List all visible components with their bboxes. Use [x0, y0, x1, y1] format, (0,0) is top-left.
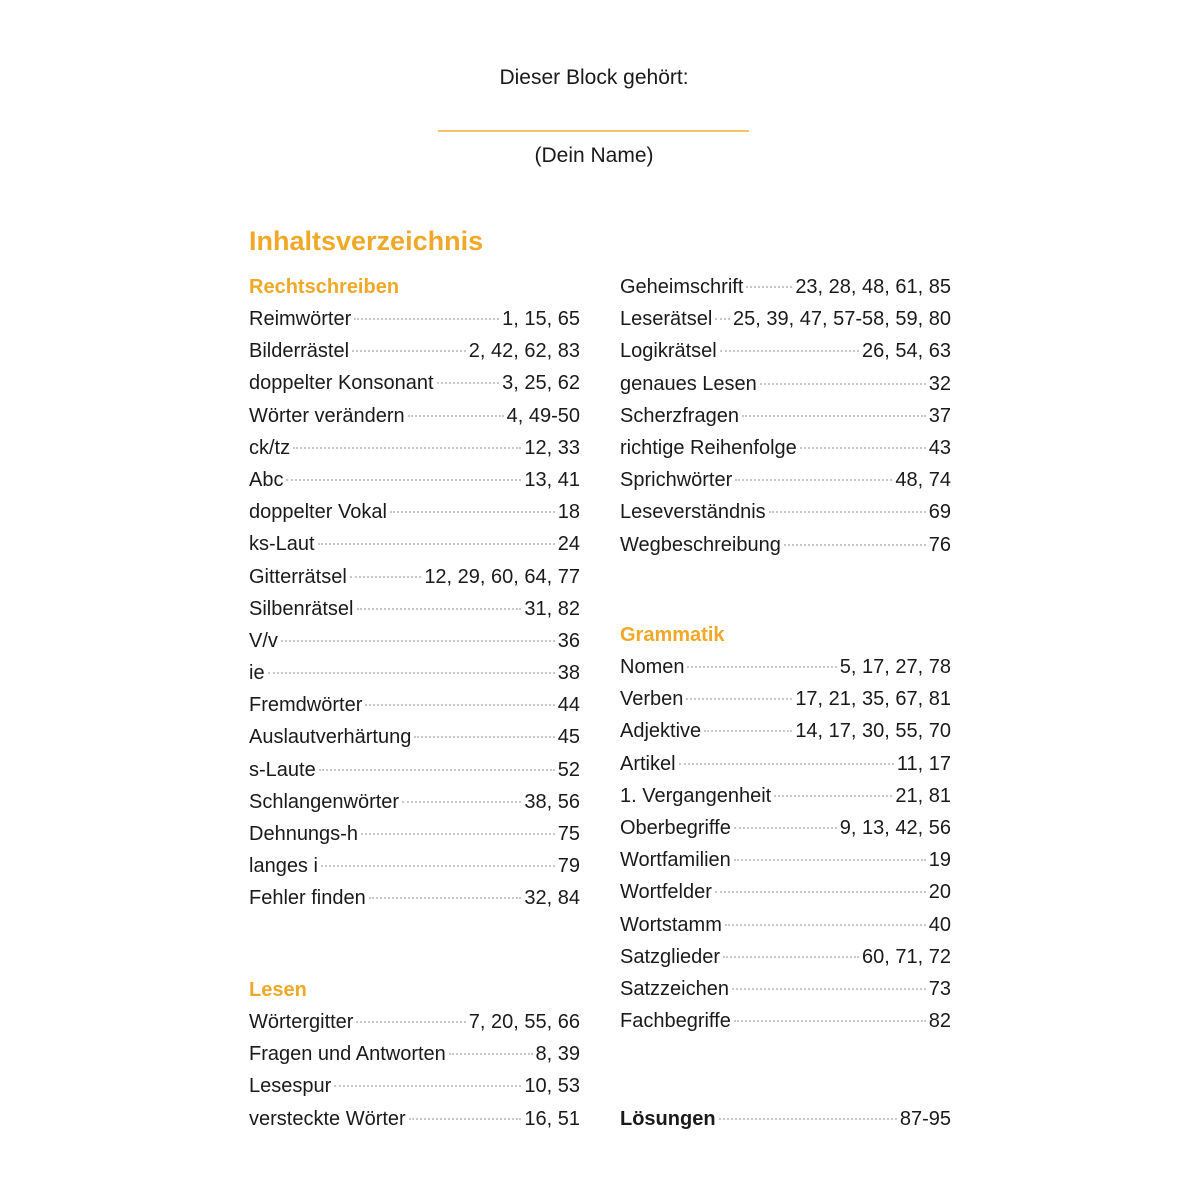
- dot-leader: [704, 730, 792, 732]
- toc-entry-pages: 20: [928, 881, 951, 904]
- toc-entry[interactable]: [620, 1005, 951, 1037]
- toc-entry[interactable]: [620, 529, 951, 561]
- dot-leader: [361, 833, 555, 835]
- toc-entry[interactable]: [249, 625, 580, 657]
- toc-entry-label: doppelter Vokal: [249, 501, 387, 524]
- toc-entry-label: Silbenrätsel: [249, 597, 354, 620]
- toc-entry-label: Wegbeschreibung: [620, 533, 781, 556]
- toc-entry[interactable]: [620, 715, 951, 747]
- dot-leader: [408, 415, 504, 417]
- toc-entry[interactable]: [620, 973, 951, 1005]
- dot-leader: [784, 544, 926, 546]
- toc-entry-pages: 44: [557, 694, 580, 717]
- toc-entry[interactable]: [620, 780, 951, 812]
- toc-entry-label: Gitterrätsel: [249, 565, 347, 588]
- toc-entry-pages: 12, 29, 60, 64, 77: [424, 565, 580, 588]
- toc-list-rechtschreiben: [249, 303, 580, 915]
- toc-entry-pages: 19: [928, 849, 951, 872]
- owner-label: Dieser Block gehört:: [499, 66, 689, 89]
- dot-leader: [760, 383, 926, 385]
- toc-entry-pages: 52: [557, 758, 580, 781]
- dot-leader: [286, 479, 521, 481]
- toc-entry[interactable]: [249, 593, 580, 625]
- toc-entry-label: Wortfamilien: [620, 849, 731, 872]
- toc-entry-label: Fehler finden: [249, 887, 366, 910]
- toc-entry-label: Lesespur: [249, 1075, 332, 1098]
- section-heading-lesen: Lesen: [249, 979, 307, 1001]
- toc-entry-pages: 24: [557, 533, 580, 556]
- toc-title: Inhaltsverzeichnis: [249, 226, 484, 256]
- toc-entry[interactable]: [620, 432, 951, 464]
- dot-leader: [357, 608, 522, 610]
- dot-leader: [769, 511, 926, 513]
- section-grammatik: [620, 619, 951, 1037]
- toc-entry-label: Oberbegriffe: [620, 816, 731, 839]
- dot-leader: [734, 1020, 926, 1022]
- toc-entry[interactable]: [249, 464, 580, 496]
- toc-entry[interactable]: [249, 721, 580, 753]
- toc-entry-label: Dehnungs-h: [249, 823, 358, 845]
- toc-entry-label: Leseverständnis: [620, 501, 766, 524]
- toc-entry[interactable]: [249, 754, 580, 786]
- toc-entry[interactable]: [620, 651, 951, 683]
- dot-leader: [686, 698, 792, 700]
- dot-leader: [321, 865, 555, 867]
- dot-leader: [365, 704, 554, 706]
- toc-entry[interactable]: [620, 812, 951, 844]
- dot-leader: [742, 415, 926, 417]
- toc-entry-pages: 10, 53: [524, 1075, 580, 1098]
- toc-entry-label: Wörtergitter: [249, 1011, 354, 1033]
- toc-entry-pages: 38, 56: [524, 790, 580, 813]
- dot-leader: [356, 1021, 465, 1023]
- toc-entry-pages: 12, 33: [524, 436, 580, 459]
- toc-entry-pages: 16, 51: [524, 1107, 580, 1130]
- toc-entry[interactable]: [249, 1038, 580, 1070]
- toc-entry-pages: 82: [928, 1010, 951, 1033]
- dot-leader: [437, 382, 500, 384]
- dot-leader: [734, 859, 926, 861]
- toc-entry-label: Wörter verändern: [249, 404, 405, 427]
- toc-entry-label: richtige Reihenfolge: [620, 436, 797, 459]
- toc-entry[interactable]: [249, 496, 580, 528]
- dot-leader: [319, 769, 555, 771]
- dot-leader: [293, 447, 521, 449]
- dot-leader: [402, 801, 521, 803]
- dot-leader: [735, 479, 892, 481]
- toc-entry[interactable]: [249, 1070, 580, 1102]
- toc-entry-label: s-Laute: [249, 758, 316, 781]
- dot-leader: [318, 543, 555, 545]
- toc-entry-pages: 26, 54, 63: [862, 340, 951, 363]
- toc-entry-label: Verben: [620, 688, 684, 711]
- dot-leader: [449, 1053, 533, 1055]
- owner-name-hint: (Dein Name): [534, 144, 654, 167]
- toc-entry-pages: 4, 49-50: [506, 404, 580, 427]
- toc-entry[interactable]: [249, 1103, 580, 1135]
- toc-entry-label: Abc: [249, 468, 284, 491]
- toc-entry[interactable]: [249, 786, 580, 818]
- dot-leader: [390, 511, 555, 513]
- toc-entry-label: versteckte Wörter: [249, 1107, 406, 1130]
- toc-entry[interactable]: [249, 400, 580, 432]
- dot-leader: [715, 891, 926, 893]
- dot-leader: [687, 666, 836, 668]
- toc-entry-pages: 73: [928, 977, 951, 1000]
- section-lesen: [249, 974, 580, 1135]
- toc-entry[interactable]: [620, 496, 951, 528]
- dot-leader: [268, 672, 555, 674]
- dot-leader: [732, 988, 926, 990]
- dot-leader: [719, 1118, 897, 1120]
- toc-entry-pages: 60, 71, 72: [862, 945, 951, 968]
- toc-entry-pages: 79: [557, 855, 580, 878]
- toc-entry-pages: 38: [557, 662, 580, 685]
- toc-entry-pages: 45: [557, 726, 580, 749]
- toc-entry[interactable]: [249, 882, 580, 914]
- toc-list-lesen-continued: [620, 271, 951, 561]
- toc-entry[interactable]: [249, 657, 580, 689]
- toc-entry-label: Schlangenwörter: [249, 790, 400, 813]
- toc-entry-pages: 32: [928, 372, 951, 395]
- toc-entry[interactable]: [620, 335, 951, 367]
- toc-entry-label: Nomen: [620, 656, 685, 678]
- toc-entry-label: doppelter Konsonant: [249, 372, 434, 395]
- section-heading-rechtschreiben: Rechtschreiben: [249, 276, 400, 298]
- dot-leader: [746, 286, 792, 288]
- toc-list-lesen: [249, 1006, 580, 1135]
- toc-entry[interactable]: [620, 876, 951, 908]
- toc-entry[interactable]: [620, 464, 951, 496]
- toc-entry-label: Wortfelder: [620, 881, 712, 904]
- toc-entry[interactable]: [620, 909, 951, 941]
- toc-entry[interactable]: [620, 303, 951, 335]
- toc-entry[interactable]: [620, 941, 951, 973]
- dot-leader: [352, 350, 466, 352]
- section-rechtschreiben: [249, 271, 580, 915]
- toc-entry-label: langes i: [249, 855, 318, 878]
- toc-entry-pages: 17, 21, 35, 67, 81: [795, 688, 951, 711]
- toc-entry[interactable]: [249, 561, 580, 593]
- toc-entry-label: Bilderrästel: [249, 340, 350, 363]
- toc-entry-label: Artikel: [620, 752, 676, 775]
- dot-leader: [715, 318, 730, 320]
- toc-entry-pages: 9, 13, 42, 56: [839, 816, 951, 839]
- dot-leader: [409, 1118, 522, 1120]
- toc-entry-pages: 13, 41: [524, 468, 580, 491]
- dot-leader: [679, 763, 894, 765]
- toc-entry[interactable]: [620, 844, 951, 876]
- toc-list-grammatik: [620, 651, 951, 1037]
- dot-leader: [414, 736, 554, 738]
- toc-entry-label: ck/tz: [249, 436, 291, 459]
- toc-entry-label: ie: [249, 662, 265, 685]
- toc-entry-label: Fragen und Antworten: [249, 1043, 446, 1066]
- toc-entry-pages: 14, 17, 30, 55, 70: [795, 720, 951, 743]
- toc-entry-pages: 1, 15, 65: [502, 308, 580, 330]
- toc-entry[interactable]: [620, 683, 951, 715]
- toc-entry[interactable]: [249, 432, 580, 464]
- dot-leader: [350, 576, 422, 578]
- toc-entry-pages: 37: [928, 404, 951, 427]
- dot-leader: [774, 795, 892, 797]
- dot-leader: [369, 897, 522, 899]
- toc-entry-label: Lösungen: [620, 1108, 716, 1130]
- toc-entry-pages: 21, 81: [895, 784, 951, 807]
- toc-entry-label: Geheimschrift: [620, 276, 744, 298]
- toc-entry[interactable]: [620, 400, 951, 432]
- toc-entry[interactable]: [249, 335, 580, 367]
- toc-entry-pages: 75: [557, 823, 580, 845]
- toc-entry[interactable]: [249, 689, 580, 721]
- toc-entry[interactable]: [249, 528, 580, 560]
- toc-entry-pages: 25, 39, 47, 57-58, 59, 80: [733, 308, 951, 331]
- toc-entry[interactable]: [620, 368, 951, 400]
- toc-entry-pages: 36: [557, 629, 580, 652]
- toc-entry-pages: 18: [557, 501, 580, 524]
- toc-entry-label: genaues Lesen: [620, 372, 757, 395]
- toc-entry-label: Reimwörter: [249, 308, 352, 330]
- toc-entry-pages: 7, 20, 55, 66: [468, 1011, 580, 1033]
- toc-entry-label: Auslautverhärtung: [249, 726, 412, 749]
- toc-entry-label: Scherzfragen: [620, 404, 739, 427]
- toc-entry-label: Adjektive: [620, 720, 702, 743]
- dot-leader: [354, 318, 499, 320]
- dot-leader: [281, 640, 555, 642]
- toc-entry-pages: 11, 17: [896, 752, 951, 775]
- toc-entry-label: Logikrätsel: [620, 340, 717, 363]
- toc-entry-pages: 23, 28, 48, 61, 85: [795, 276, 951, 298]
- toc-entry-label: Fachbegriffe: [620, 1010, 731, 1033]
- toc-entry-pages: 31, 82: [524, 597, 580, 620]
- toc-entry[interactable]: [249, 303, 580, 335]
- dot-leader: [734, 827, 837, 829]
- toc-entry-label: Fremdwörter: [249, 694, 363, 717]
- toc-entry-pages: 43: [928, 436, 951, 459]
- toc-entry[interactable]: [620, 748, 951, 780]
- dot-leader: [723, 956, 859, 958]
- toc-entry-label: Satzglieder: [620, 945, 721, 968]
- toc-entry-label: 1. Vergangenheit: [620, 784, 772, 807]
- toc-entry-pages: 87-95: [899, 1108, 951, 1130]
- toc-entry-pages: 32, 84: [524, 887, 580, 910]
- toc-entry-pages: 76: [928, 533, 951, 556]
- section-heading-grammatik: Grammatik: [620, 624, 725, 646]
- name-line[interactable]: [438, 130, 749, 132]
- toc-entry-pages: 3, 25, 62: [502, 372, 580, 395]
- toc-entry-pages: 2, 42, 62, 83: [468, 340, 580, 363]
- toc-entry-label: V/v: [249, 629, 278, 652]
- toc-entry-loesungen[interactable]: [620, 1103, 951, 1135]
- toc-entry-pages: 48, 74: [895, 469, 951, 492]
- section-loesungen: [620, 1103, 951, 1135]
- toc-entry-label: ks-Laut: [249, 533, 315, 556]
- toc-entry[interactable]: [249, 367, 580, 399]
- dot-leader: [800, 447, 926, 449]
- toc-entry[interactable]: [249, 850, 580, 882]
- section-lesen-continued: [620, 271, 951, 561]
- dot-leader: [720, 350, 859, 352]
- toc-entry[interactable]: [249, 818, 580, 850]
- toc-entry-label: Sprichwörter: [620, 469, 733, 492]
- toc-entry[interactable]: [249, 1006, 580, 1038]
- toc-entry-pages: 5, 17, 27, 78: [839, 656, 951, 678]
- toc-entry-label: Wortstamm: [620, 913, 722, 936]
- toc-entry-label: Satzzeichen: [620, 977, 729, 1000]
- toc-entry-pages: 8, 39: [535, 1043, 580, 1066]
- toc-entry-label: Leserätsel: [620, 308, 713, 331]
- toc-entry[interactable]: [620, 271, 951, 303]
- dot-leader: [334, 1085, 521, 1087]
- toc-entry-pages: 40: [928, 913, 951, 936]
- toc-entry-pages: 69: [928, 501, 951, 524]
- dot-leader: [725, 924, 926, 926]
